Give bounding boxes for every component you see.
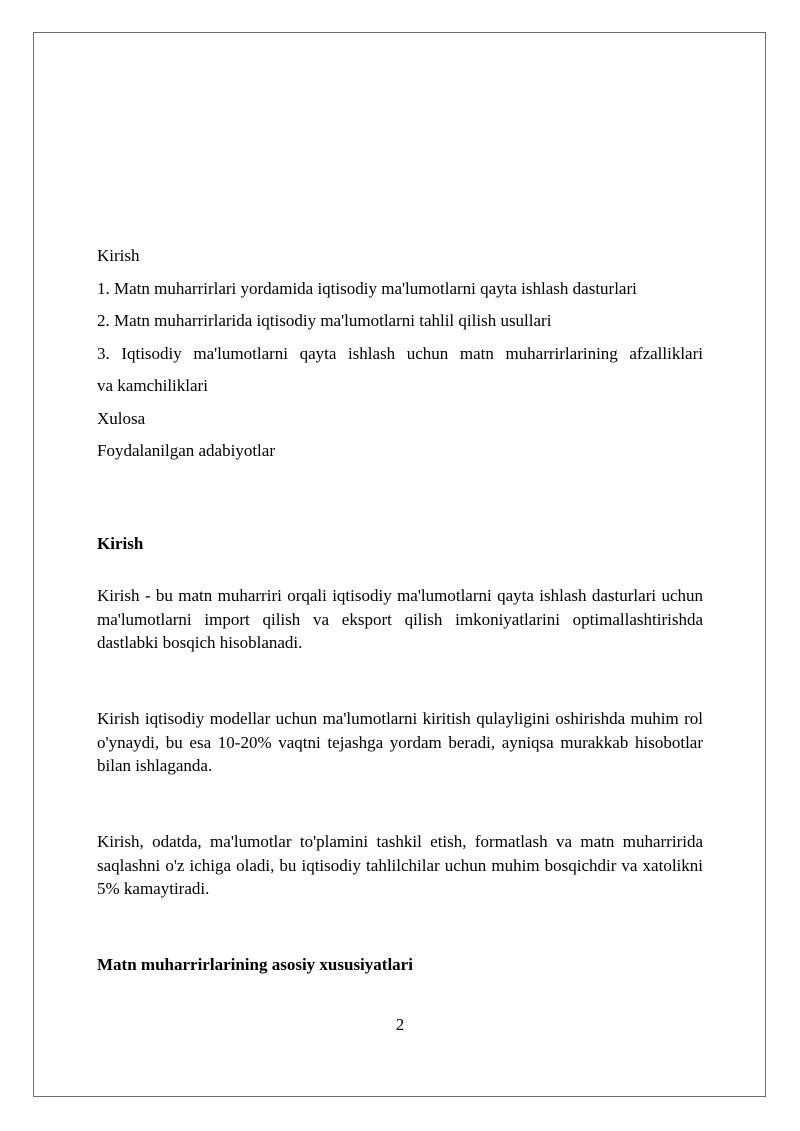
table-of-contents <box>97 240 703 468</box>
page-border <box>33 32 766 1097</box>
section-heading-features: Matn muharrirlarining asosiy xususiyatlari <box>97 955 413 974</box>
toc-item-3-continued: va kamchiliklari <box>97 376 208 395</box>
toc-item-intro: Kirish <box>97 246 140 265</box>
toc-item-2: 2. Matn muharrirlarida iqtisodiy ma'lumotlarni tahlil qilish usullari <box>97 311 552 330</box>
toc-item-1: 1. Matn muharrirlari yordamida iqtisodiy ma'lumotlarni qayta ishlash dasturlari <box>97 278 637 298</box>
page-number: 2 <box>395 1015 405 1034</box>
paragraph-1: Kirish - bu matn muharriri orqali iqtisodiy ma'lumotlarni qayta ishlash dasturlari uchun ma'lumotlarni import qilish va eksport qilish imkoniyatlarini optimallashtirishda dastlabki bosqich hisoblanadi. <box>97 586 703 652</box>
toc-item-references: Foydalanilgan adabiyotlar <box>97 441 275 460</box>
paragraph-3: Kirish, odatda, ma'lumotlar to'plamini tashkil etish, formatlash va matn muharririda saqlashni o'z ichiga oladi, bu iqtisodiy tahlilchilar uchun muhim bosqichdir va xatolikni 5% kamaytiradi. <box>97 832 703 898</box>
section-heading-intro: Kirish <box>97 534 144 553</box>
toc-item-conclusion: Xulosa <box>97 408 146 428</box>
paragraph-2: Kirish iqtisodiy modellar uchun ma'lumotlarni kiritish qulayligini oshirishda muhim rol o'ynaydi, bu esa 10-20% vaqtni tejashga yordam beradi, ayniqsa murakkab hisobotlar bilan ishlaganda. <box>97 709 703 775</box>
toc-item-3: 3. Iqtisodiy ma'lumotlarni qayta ishlash uchun matn muharrirlarining afzalliklari <box>97 343 703 363</box>
